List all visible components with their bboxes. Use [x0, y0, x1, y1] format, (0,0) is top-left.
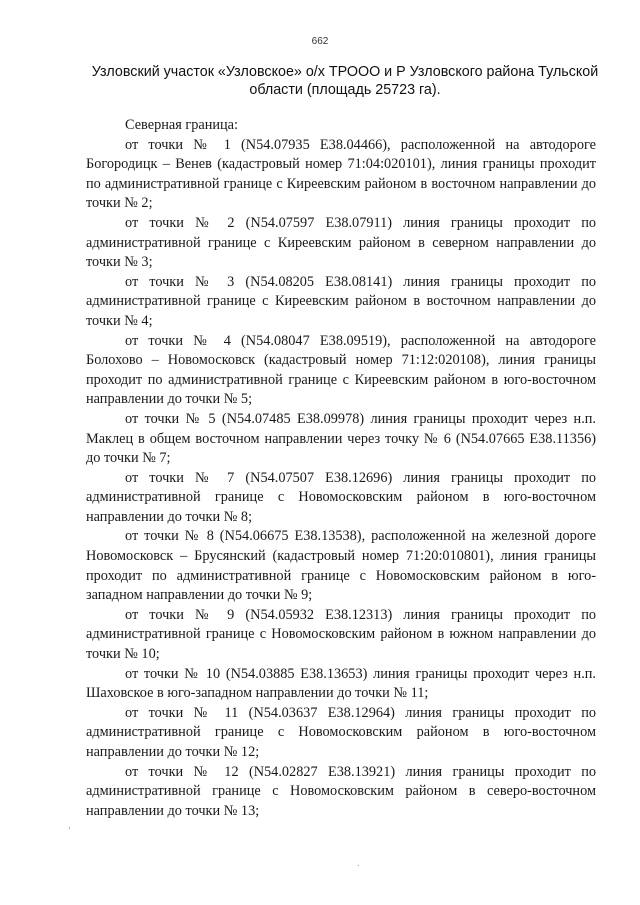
boundary-paragraph: от точки № 8 (N54.06675 E38.13538), расположенной на железной дороге Новомосковск – Брусянский (кадастровый номер 71:20:010801), линия границы проходит по административной границе с Новомосковским районом в юго-западном направлении до точки № 9;	[86, 528, 596, 604]
document-title: Узловский участок «Узловское» о/х ТРООО и Р Узловского района Тульской области (площадь 25723 га).	[91, 64, 599, 98]
document-body	[86, 116, 596, 821]
boundary-paragraph: от точки № 11 (N54.03637 E38.12964) линия границы проходит по административной границе с Новомосковским районом в юго-восточном направлении до точки № 12;	[86, 704, 596, 760]
section-heading: Северная граница:	[125, 117, 238, 133]
boundary-paragraph: от точки № 1 (N54.07935 E38.04466), расположенной на автодороге Богородицк – Венев (кадастровый номер 71:04:020101), линия границы проходит по административной границе с Киреевским районом в восточном направлении до точки № 2;	[86, 136, 596, 212]
boundary-paragraph: от точки № 2 (N54.07597 E38.07911) линия границы проходит по административной границе с Киреевским районом в северном направлении до точки № 3;	[86, 214, 596, 271]
boundary-paragraph: от точки № 4 (N54.08047 E38.09519), расположенной на автодороге Болохово – Новомосковск (кадастровый номер 71:12:020108), линия границы проходит по административной границе с Киреевским районом в юго-восточном направлении до точки № 5;	[86, 332, 596, 408]
boundary-paragraph: от точки № 3 (N54.08205 E38.08141) линия границы проходит по административной границе с Киреевским районом в восточном направлении до точки № 4;	[86, 273, 596, 329]
boundary-paragraph: от точки № 12 (N54.02827 E38.13921) линия границы проходит по административной границе с Новомосковским районом в северо-восточном направлении до точки № 13;	[86, 763, 596, 819]
boundary-paragraph: от точки № 9 (N54.05932 E38.12313) линия границы проходит по административной границе с Новомосковским районом в южном направлении до точки № 10;	[86, 606, 596, 663]
scan-mark: ,	[68, 820, 71, 831]
boundary-paragraph: от точки № 10 (N54.03885 E38.13653) линия границы проходит через н.п. Шаховское в юго-западном направлении до точки № 11;	[86, 665, 596, 702]
boundary-paragraph: от точки № 5 (N54.07485 E38.09978) линия границы проходит через н.п. Маклец в общем восточном направлении через точку № 6 (N54.07665 E38.11356) до точки № 7;	[86, 410, 596, 467]
scan-mark: .	[357, 858, 360, 869]
paragraph-list	[86, 136, 596, 822]
page-number: 662	[311, 36, 329, 47]
boundary-paragraph: от точки № 7 (N54.07507 E38.12696) линия границы проходит по административной границе с Новомосковским районом в юго-восточном направлении до точки № 8;	[86, 469, 596, 525]
